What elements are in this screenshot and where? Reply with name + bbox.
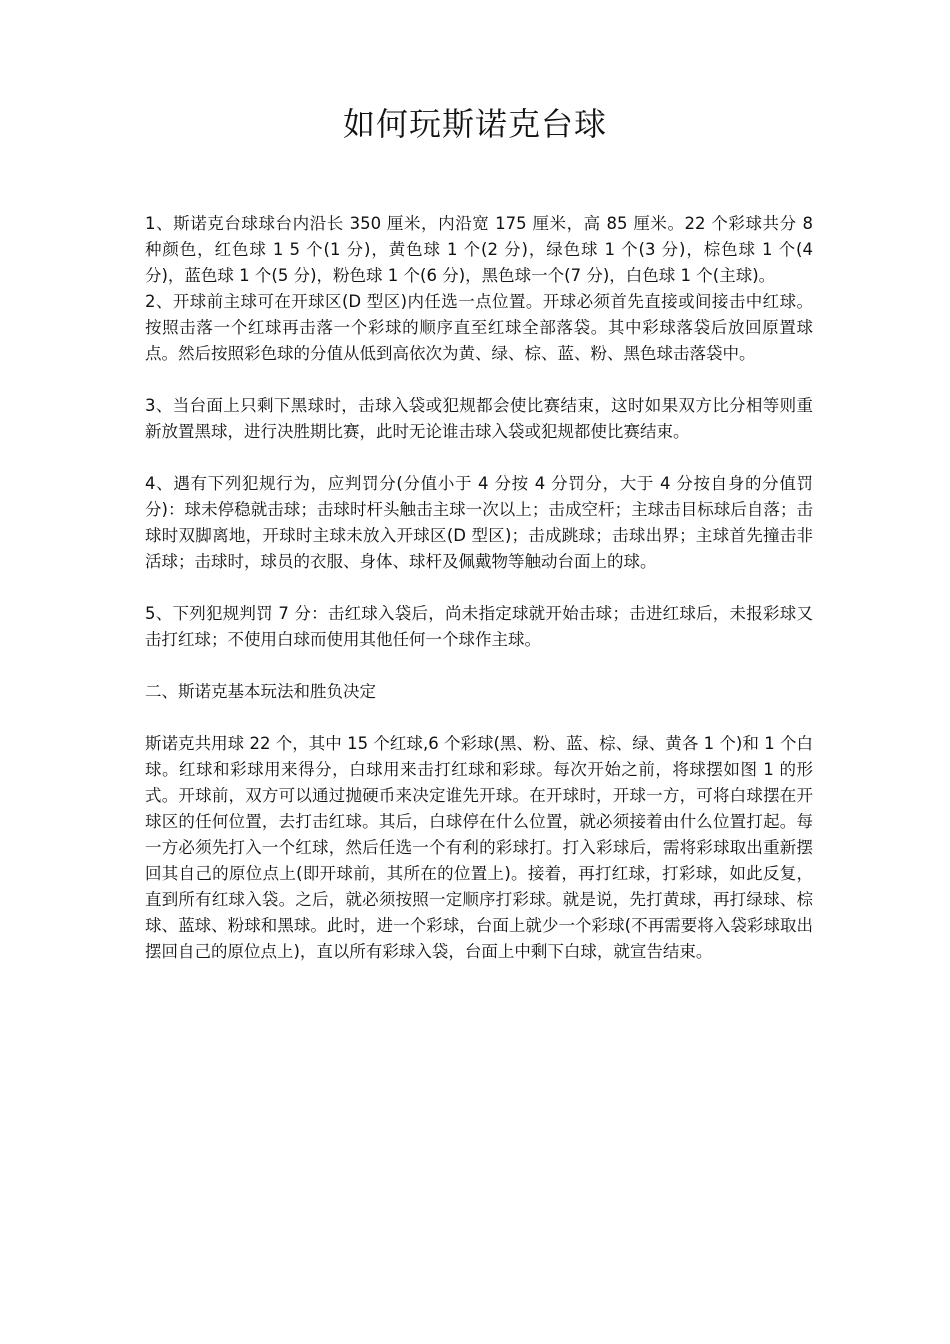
paragraph-rule-1: 1、斯诺克台球球台内沿长 350 厘米，内沿宽 175 厘米，高 85 厘米。22 个彩球共分 8 种颜色，红色球 1 5 个(1 分)，黄色球 1 个(2 分)，绿色球 1 个(3 分)，棕色球 1 个(4 分)，蓝色球 1 个(5 分)，粉色球 1 个(6 分)，黑色球一个(7 分)，白色球 1 个(主球)。 (145, 214, 813, 285)
document-body (145, 211, 813, 965)
section-heading: 二、斯诺克基本玩法和胜负决定 (145, 682, 376, 701)
paragraph-gap (145, 653, 813, 679)
document-title: 如何玩斯诺克台球 (342, 105, 607, 143)
paragraph-gap (145, 445, 813, 471)
paragraph-rule-3: 3、当台面上只剩下黑球时，击球入袋或犯规都会使比赛结束，这时如果双方比分相等则重新放置黑球，进行决胜期比赛，此时无论谁击球入袋或犯规都使比赛结束。 (145, 396, 813, 441)
paragraph-gap (145, 367, 813, 393)
paragraph-gap (145, 705, 813, 731)
paragraph-rule-2: 2、开球前主球可在开球区(D 型区)内任选一点位置。开球必须首先直接或间接击中红球。按照击落一个红球再击落一个彩球的顺序直至红球全部落袋。其中彩球落袋后放回原置球点。然后按照彩色球的分值从低到高依次为黄、绿、棕、蓝、粉、黑色球击落袋中。 (145, 292, 813, 363)
paragraph-gameplay: 斯诺克共用球 22 个，其中 15 个红球,6 个彩球(黑、粉、蓝、棕、绿、黄各 1 个)和 1 个白球。红球和彩球用来得分，白球用来击打红球和彩球。每次开始之前，将球摆如图 1 的形式。开球前，双方可以通过抛硬币来决定谁先开球。在开球时，开球一方，可将白球摆在开球区的任何位置，去打击红球。其后，白球停在什么位置，就必须接着由什么位置打起。每一方必须先打入一个红球，然后任选一个有利的彩球打。打入彩球后，需将彩球取出重新摆回其自己的原位点上(即开球前，其所在的位置上)。接着，再打红球，打彩球，如此反复，直到所有红球入袋。之后，就必须按照一定顺序打彩球。就是说，先打黄球，再打绿球、棕球、蓝球、粉球和黑球。此时，进一个彩球，台面上就少一个彩球(不再需要将入袋彩球取出摆回自己的原位点上)，直以所有彩球入袋，台面上中剩下白球，就宣告结束。 (145, 734, 813, 961)
paragraph-gap (145, 575, 813, 601)
paragraph-rule-4: 4、遇有下列犯规行为，应判罚分(分值小于 4 分按 4 分罚分，大于 4 分按自身的分值罚分)：球未停稳就击球；击球时杆头触击主球一次以上；击成空杆；主球击目标球后自落；击球时双脚离地，开球时主球未放入开球区(D 型区)；击成跳球；击球出界；主球首先撞击非活球；击球时，球员的衣服、身体、球杆及佩戴物等触动台面上的球。 (145, 474, 813, 571)
paragraph-rule-5: 5、下列犯规判罚 7 分：击红球入袋后，尚未指定球就开始击球；击进红球后，未报彩球又击打红球；不使用白球而使用其他任何一个球作主球。 (145, 604, 813, 649)
